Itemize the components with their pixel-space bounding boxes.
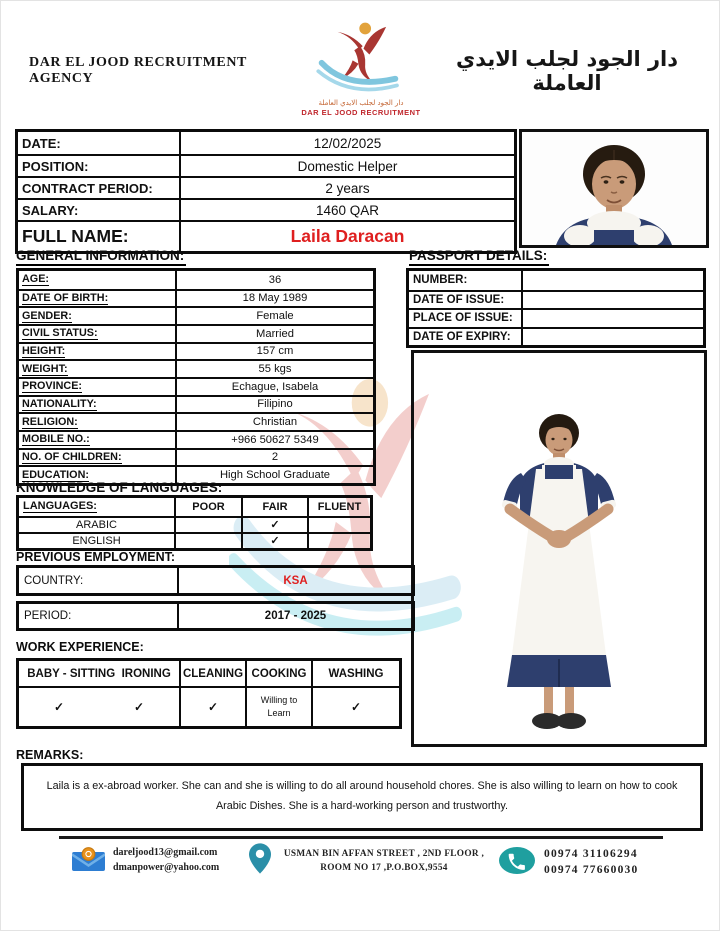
arabic-fluent-cell <box>307 516 370 532</box>
agency-logo <box>297 21 425 117</box>
province-label: PROVINCE: <box>19 377 175 395</box>
height-label: HEIGHT: <box>19 342 175 360</box>
children-value: 2 <box>175 448 373 466</box>
address-block <box>279 848 489 876</box>
height-value: 157 cm <box>175 342 373 360</box>
logo-caption-english: DAR EL JOOD RECRUITMENT <box>301 108 421 117</box>
date-label: DATE: <box>22 135 61 151</box>
cleaning-check: ✓ <box>179 686 245 726</box>
email-address-2: dmanpower@yahoo.com <box>113 861 220 873</box>
logo-caption-arabic: دار الجود لجلب الايدي العاملة <box>318 99 404 107</box>
work-experience-title: WORK EXPERIENCE: <box>16 640 144 654</box>
education-value: High School Graduate <box>175 465 373 483</box>
mobile-no-value: +966 50627 5349 <box>175 430 373 448</box>
previous-employment-country-row <box>16 565 415 596</box>
agency-logo-mark <box>306 21 416 93</box>
full-name-label: FULL NAME: <box>18 220 179 251</box>
phone-number-1: 00974 31106294 <box>544 848 638 860</box>
languages-table <box>16 495 373 551</box>
washing-check: ✓ <box>311 686 399 726</box>
age-value: 36 <box>175 271 373 289</box>
phone-icon <box>498 846 536 875</box>
previous-employment-period-row <box>16 601 415 631</box>
phone-number-2: 00974 77660030 <box>544 864 639 877</box>
date-of-issue-value <box>521 290 703 309</box>
date-of-birth-label: DATE OF BIRTH: <box>19 289 175 307</box>
passport-details-title: PASSPORT DETAILS: <box>409 248 549 266</box>
english-fluent-cell <box>307 532 370 549</box>
passport-number-value <box>521 271 703 290</box>
remarks-title: REMARKS: <box>16 748 84 762</box>
remarks-text: Laila is a ex-abroad worker. She can and she is willing to do all around household chores. She is also willing to learn on how to cook Arabic Dishes. She is a hard-working person and trustworthy. <box>46 780 678 812</box>
email-icon <box>71 847 106 872</box>
civil-status-label: CIVIL STATUS: <box>19 324 175 342</box>
date-of-expiry-label: DATE OF EXPIRY: <box>409 327 521 346</box>
summary-table <box>15 129 517 254</box>
salary-value: 1460 QAR <box>179 198 514 220</box>
washing-header: WASHING <box>311 661 399 686</box>
arabic-fair-check: ✓ <box>241 516 307 532</box>
babysitting-check: ✓ <box>53 700 65 714</box>
previous-employment-title: PREVIOUS EMPLOYMENT: <box>16 550 176 564</box>
english-language-label: ENGLISH <box>19 532 174 549</box>
candidate-fullbody-photo <box>411 350 707 747</box>
country-label: COUNTRY: <box>24 574 84 587</box>
position-label: POSITION: <box>18 154 179 176</box>
place-of-issue-value <box>521 308 703 327</box>
headshot-illustration <box>522 132 706 245</box>
ironing-check: ✓ <box>133 700 145 714</box>
languages-title: KNOWLEDGE OF LANGUAGES: <box>16 480 224 498</box>
passport-number-label: NUMBER: <box>413 274 468 287</box>
children-label: NO. OF CHILDREN: <box>19 448 175 466</box>
general-information-title: GENERAL INFORMATION: <box>16 248 186 266</box>
religion-label: RELIGION: <box>19 412 175 430</box>
religion-value: Christian <box>175 412 373 430</box>
full-name-value: Laila Daracan <box>179 220 514 251</box>
arabic-language-label: ARABIC <box>19 516 174 532</box>
date-of-expiry-value <box>521 327 703 346</box>
arabic-poor-cell <box>174 516 241 532</box>
weight-value: 55 kgs <box>175 359 373 377</box>
date-value: 12/02/2025 <box>179 132 514 154</box>
position-value: Domestic Helper <box>179 154 514 176</box>
english-fair-check: ✓ <box>241 532 307 549</box>
address-line-1: USMAN BIN AFFAN STREET , 2ND FLOOR , <box>283 849 485 859</box>
email-block <box>113 846 219 875</box>
phone-block <box>544 846 638 878</box>
work-experience-table <box>16 658 402 729</box>
babysitting-ironing-header: BABY - SITTING IRONING <box>27 667 171 680</box>
passport-details-table <box>406 268 706 348</box>
cooking-header: COOKING <box>245 661 311 686</box>
footer-divider <box>59 836 663 839</box>
remarks-box <box>21 763 703 831</box>
address-line-2: ROOM NO 17 ,P.O.BOX,9554 <box>320 862 448 873</box>
cleaning-header: CLEANING <box>179 661 245 686</box>
nationality-value: Filipino <box>175 395 373 413</box>
languages-column-header: LANGUAGES: <box>23 500 97 513</box>
age-label: AGE: <box>22 273 49 286</box>
country-value: KSA <box>177 568 412 593</box>
fullbody-illustration <box>414 353 704 744</box>
salary-label: SALARY: <box>18 198 179 220</box>
mobile-no-label: MOBILE NO.: <box>19 430 175 448</box>
place-of-issue-label: PLACE OF ISSUE: <box>409 308 521 327</box>
agency-name-arabic: دار الجود لجلب الايدي العاملة <box>455 47 679 95</box>
gender-label: GENDER: <box>19 306 175 324</box>
date-of-birth-value: 18 May 1989 <box>175 289 373 307</box>
nationality-label: NATIONALITY: <box>19 395 175 413</box>
education-label: EDUCATION: <box>19 465 175 483</box>
fluent-column-header: FLUENT <box>307 498 370 516</box>
general-information-table <box>16 268 376 486</box>
email-address-1: dareljood13@gmail.com <box>113 847 218 858</box>
contract-period-value: 2 years <box>179 176 514 198</box>
period-label: PERIOD: <box>24 610 72 622</box>
weight-label: WEIGHT: <box>19 359 175 377</box>
province-value: Echague, Isabela <box>175 377 373 395</box>
cooking-value: Willing to Learn <box>245 686 311 726</box>
civil-status-value: Married <box>175 324 373 342</box>
english-poor-cell <box>174 532 241 549</box>
period-value: 2017 - 2025 <box>177 604 412 628</box>
candidate-headshot-photo <box>519 129 709 248</box>
gender-value: Female <box>175 306 373 324</box>
babysitting-ironing-checks <box>19 686 179 726</box>
date-of-issue-label: DATE OF ISSUE: <box>409 290 521 309</box>
fair-column-header: FAIR <box>241 498 307 516</box>
location-pin-icon <box>249 843 271 874</box>
contract-period-label: CONTRACT PERIOD: <box>18 176 179 198</box>
agency-name-english: DAR EL JOOD RECRUITMENT AGENCY <box>29 55 247 86</box>
poor-column-header: POOR <box>174 498 241 516</box>
